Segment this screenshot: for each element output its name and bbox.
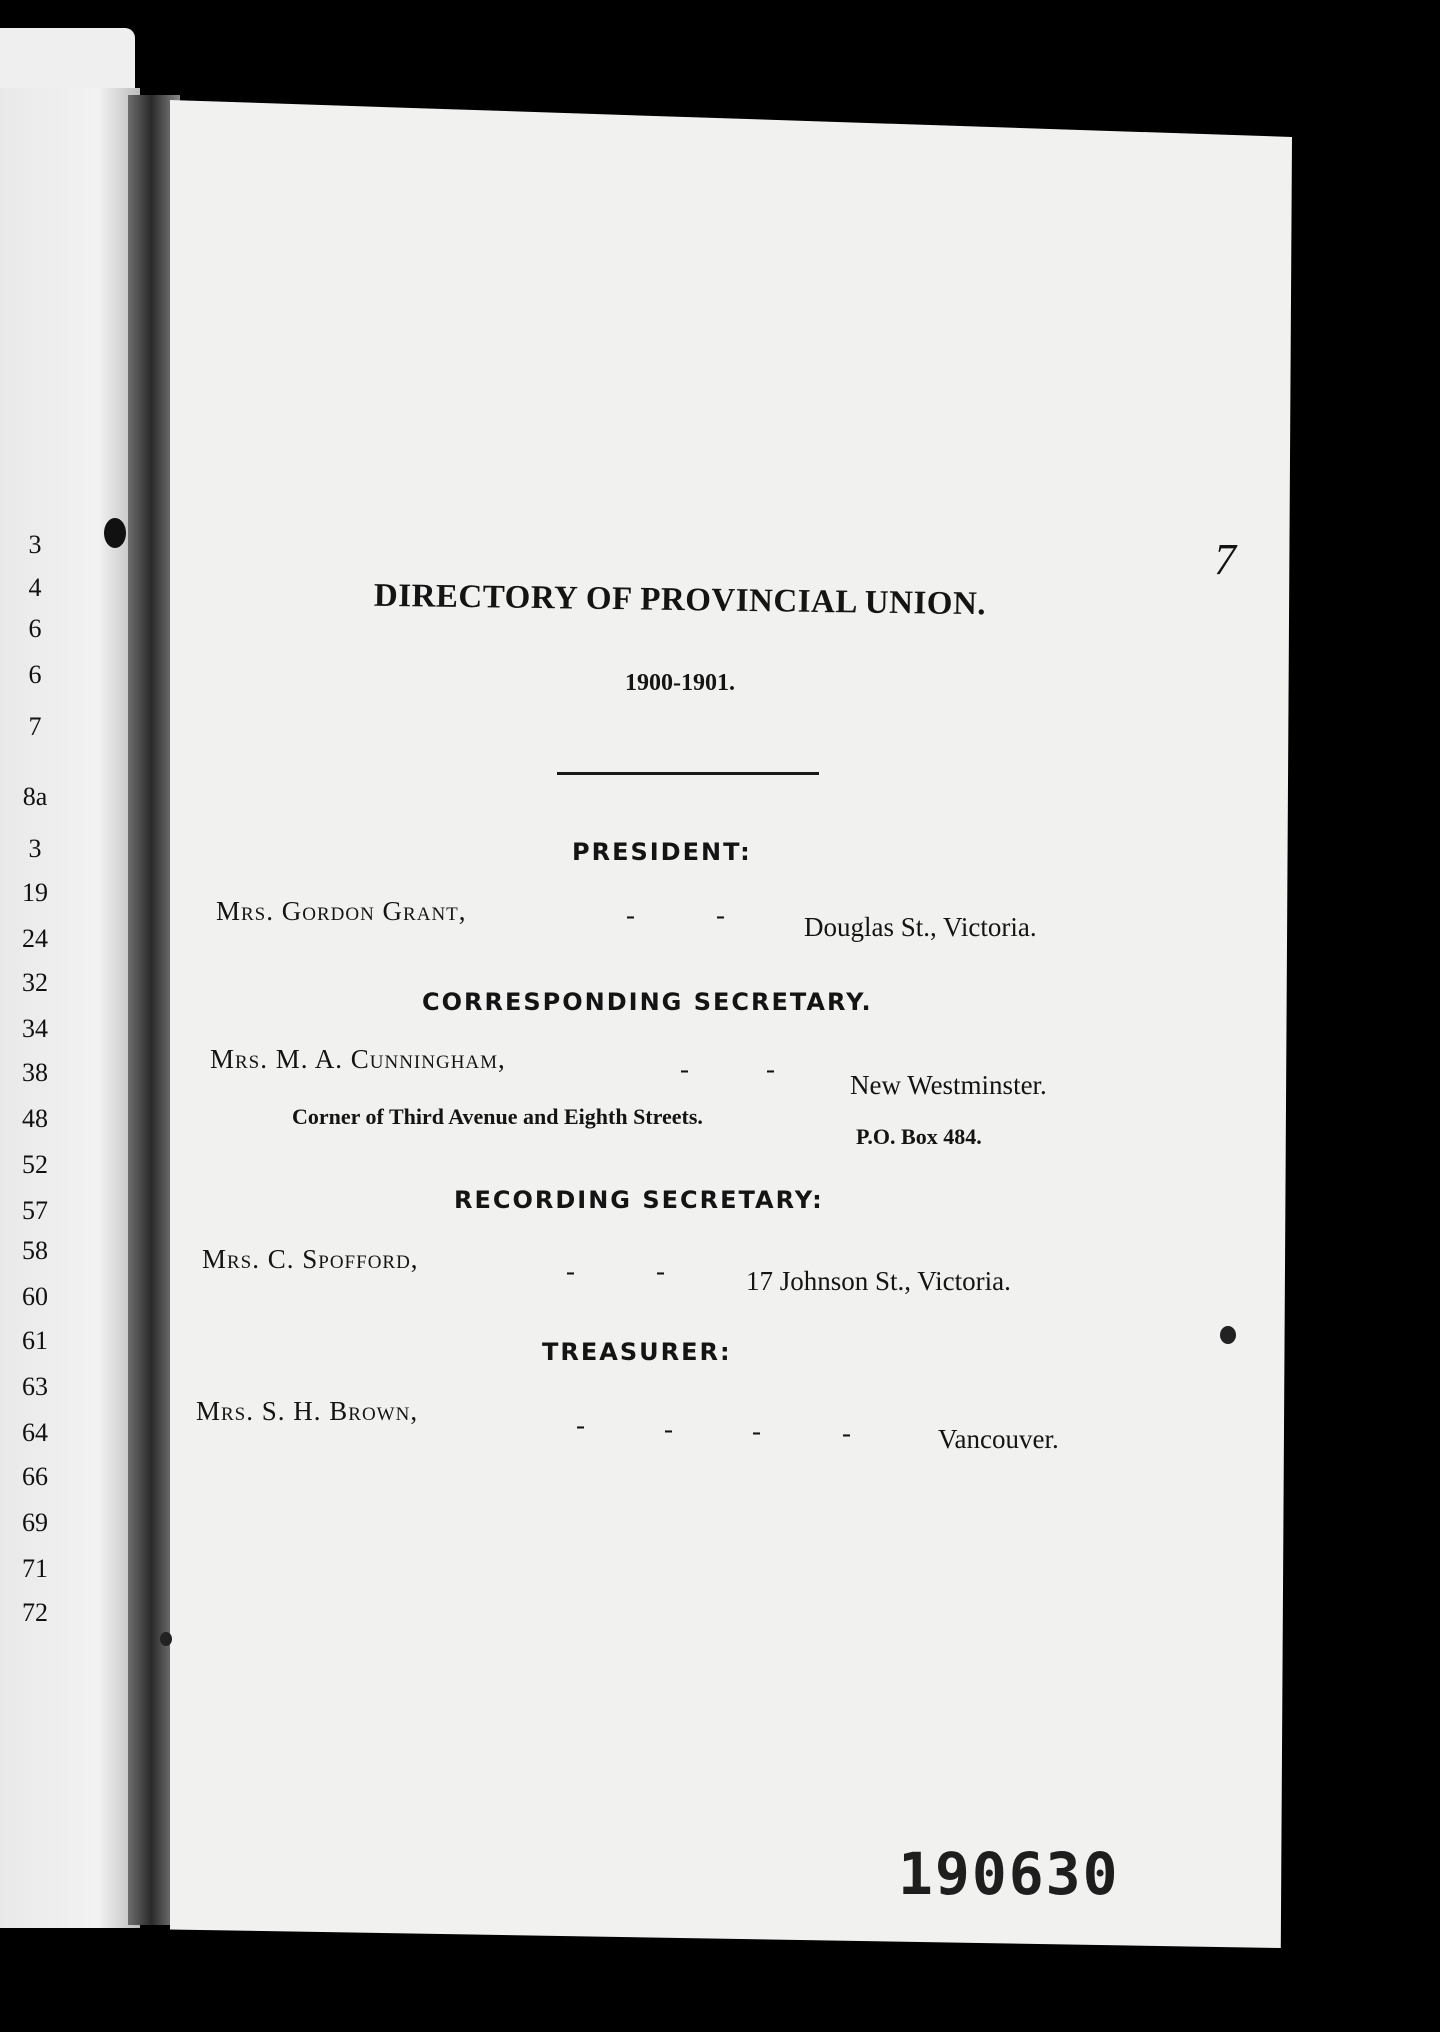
president-address: Douglas St., Victoria.	[804, 912, 1037, 942]
page-number: 6	[28, 614, 42, 643]
treasurer-name: Mrs. S. H. Brown,	[196, 1396, 419, 1426]
corresponding-secretary-heading: CORRESPONDING SECRETARY.	[422, 988, 873, 1016]
dash: -	[664, 1414, 673, 1444]
page-number: 38	[22, 1058, 48, 1087]
dash: -	[842, 1418, 851, 1448]
recording-secretary-heading: RECORDING SECRETARY:	[454, 1186, 824, 1214]
page-number: 61	[22, 1326, 48, 1355]
corresponding-secretary-street: Corner of Third Avenue and Eighth Streets.	[292, 1104, 703, 1129]
page-number: 3	[28, 530, 42, 559]
treasurer-address: Vancouver.	[938, 1424, 1059, 1454]
page-number: 72	[22, 1598, 48, 1627]
dash: -	[766, 1054, 775, 1084]
corresponding-secretary-address: New Westminster.	[850, 1070, 1047, 1100]
page-number: 66	[22, 1462, 48, 1491]
treasurer-heading: TREASURER:	[542, 1338, 732, 1366]
page-number: 58	[22, 1236, 48, 1265]
corresponding-secretary-name: Mrs. M. A. Cunningham,	[210, 1044, 506, 1074]
title-rule	[557, 772, 819, 775]
page-number: 57	[22, 1196, 48, 1225]
accession-stamp: 190630	[898, 1840, 1120, 1908]
dash: -	[576, 1410, 585, 1440]
page-number: 19	[22, 878, 48, 907]
previous-page	[0, 88, 140, 1928]
recording-secretary-address: 17 Johnson St., Victoria.	[746, 1266, 1011, 1296]
ink-blot	[160, 1632, 172, 1646]
page-number: 3	[28, 834, 42, 863]
page-number: 48	[22, 1104, 48, 1133]
years: 1900-1901.	[625, 670, 735, 696]
dash: -	[680, 1054, 689, 1084]
ink-blot	[1220, 1326, 1236, 1344]
page-number: 7	[28, 712, 42, 741]
dash: -	[656, 1256, 665, 1286]
page-number: 60	[22, 1282, 48, 1311]
president-name: Mrs. Gordon Grant,	[216, 896, 467, 926]
page-number: 52	[22, 1150, 48, 1179]
page-number: 6	[28, 660, 42, 689]
page-number: 4	[28, 573, 42, 602]
dash: -	[626, 900, 635, 930]
corner-mark: 7	[1214, 535, 1236, 584]
page-number: 69	[22, 1508, 48, 1537]
president-heading: PRESIDENT:	[572, 838, 752, 866]
dash: -	[752, 1416, 761, 1446]
ink-blot	[104, 518, 126, 548]
page-number: 34	[22, 1014, 48, 1043]
page-number: 64	[22, 1418, 48, 1447]
corresponding-secretary-po-box: P.O. Box 484.	[856, 1124, 982, 1149]
page-number: 8a	[22, 782, 48, 811]
dash: -	[716, 900, 725, 930]
page-title: DIRECTORY OF PROVINCIAL UNION.	[373, 577, 987, 623]
page-number: 71	[22, 1554, 48, 1583]
previous-page-top	[0, 28, 135, 88]
dash: -	[566, 1256, 575, 1286]
page-number: 24	[22, 924, 48, 953]
directory-page	[170, 100, 1292, 1948]
recording-secretary-name: Mrs. C. Spofford,	[202, 1244, 419, 1274]
page-number: 63	[22, 1372, 48, 1401]
page-number: 32	[22, 968, 48, 997]
